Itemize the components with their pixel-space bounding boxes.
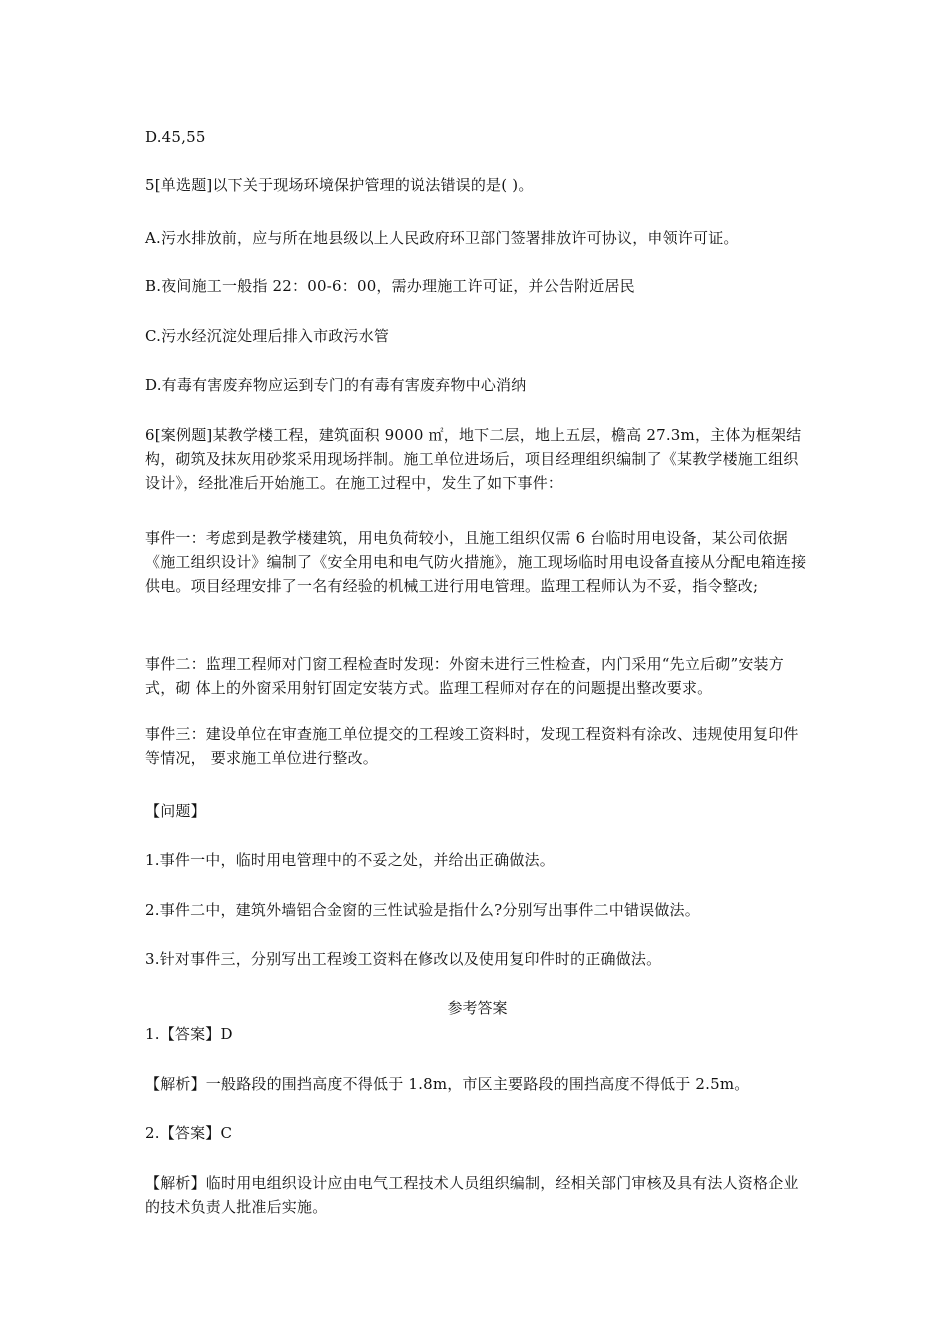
- question-item-2: 2.事件二中，建筑外墙铝合金窗的三性试验是指什么?分别写出事件二中错误做法。: [145, 901, 700, 919]
- analysis-2: 【解析】临时用电组织设计应由电气工程技术人员组织编制，经相关部门审核及具有法人资格企业的技术负责人批准后实施。: [145, 1174, 799, 1216]
- event-one: 事件一：考虑到是教学楼建筑，用电负荷较小，且施工组织仅需 6 台临时用电设备，某公司依据《施工组织设计》编制了《安全用电和电气防火措施》，施工现场临时用电设备直接从分配电箱连接供电。项目经理安排了一名有经验的机械工进行用电管理。监理工程师认为不妥，指令整改;: [145, 529, 807, 595]
- event-two: 事件二：监理工程师对门窗工程检查时发现：外窗未进行三性检查，内门采用“先立后砌”安装方式，砌 体上的外窗采用射钉固定安装方式。监理工程师对存在的问题提出整改要求。: [145, 655, 784, 697]
- option-d-q4: D.45,55: [145, 128, 206, 146]
- questions-heading: 【问题】: [145, 802, 206, 820]
- option-c-q5: C.污水经沉淀处理后排入市政污水管: [145, 327, 390, 345]
- option-a-q5: A.污水排放前，应与所在地县级以上人民政府环卫部门签署排放许可协议，申领许可证。: [145, 229, 739, 247]
- option-b-q5: B.夜间施工一般指 22：00-6：00，需办理施工许可证，并公告附近居民: [145, 277, 635, 295]
- option-d-q5: D.有毒有害废弃物应运到专门的有毒有害废弃物中心消纳: [145, 376, 527, 394]
- question-5: 5[单选题]以下关于现场环境保护管理的说法错误的是( )。: [145, 176, 534, 194]
- answer-1: 1.【答案】D: [145, 1025, 233, 1043]
- answer-heading: 参考答案: [447, 999, 508, 1017]
- answer-2: 2.【答案】C: [145, 1124, 233, 1142]
- question-item-1: 1.事件一中，临时用电管理中的不妥之处，并给出正确做法。: [145, 851, 555, 869]
- case-question-6: 6[案例题]某教学楼工程，建筑面积 9000 ㎡，地下二层，地上五层，檐高 27.3m，主体为框架结构，砌筑及抹灰用砂浆采用现场拌制。施工单位进场后，项目经理组织编制了《某教学楼施工组织设计》，经批准后开始施工。在施工过程中，发生了如下事件：: [145, 426, 802, 492]
- analysis-1: 【解析】一般路段的围挡高度不得低于 1.8m，市区主要路段的围挡高度不得低于 2.5m。: [145, 1075, 750, 1093]
- event-three: 事件三：建设单位在审查施工单位提交的工程竣工资料时，发现工程资料有涂改、违规使用复印件等情况， 要求施工单位进行整改。: [145, 725, 799, 767]
- question-item-3: 3.针对事件三，分别写出工程竣工资料在修改以及使用复印件时的正确做法。: [145, 950, 662, 968]
